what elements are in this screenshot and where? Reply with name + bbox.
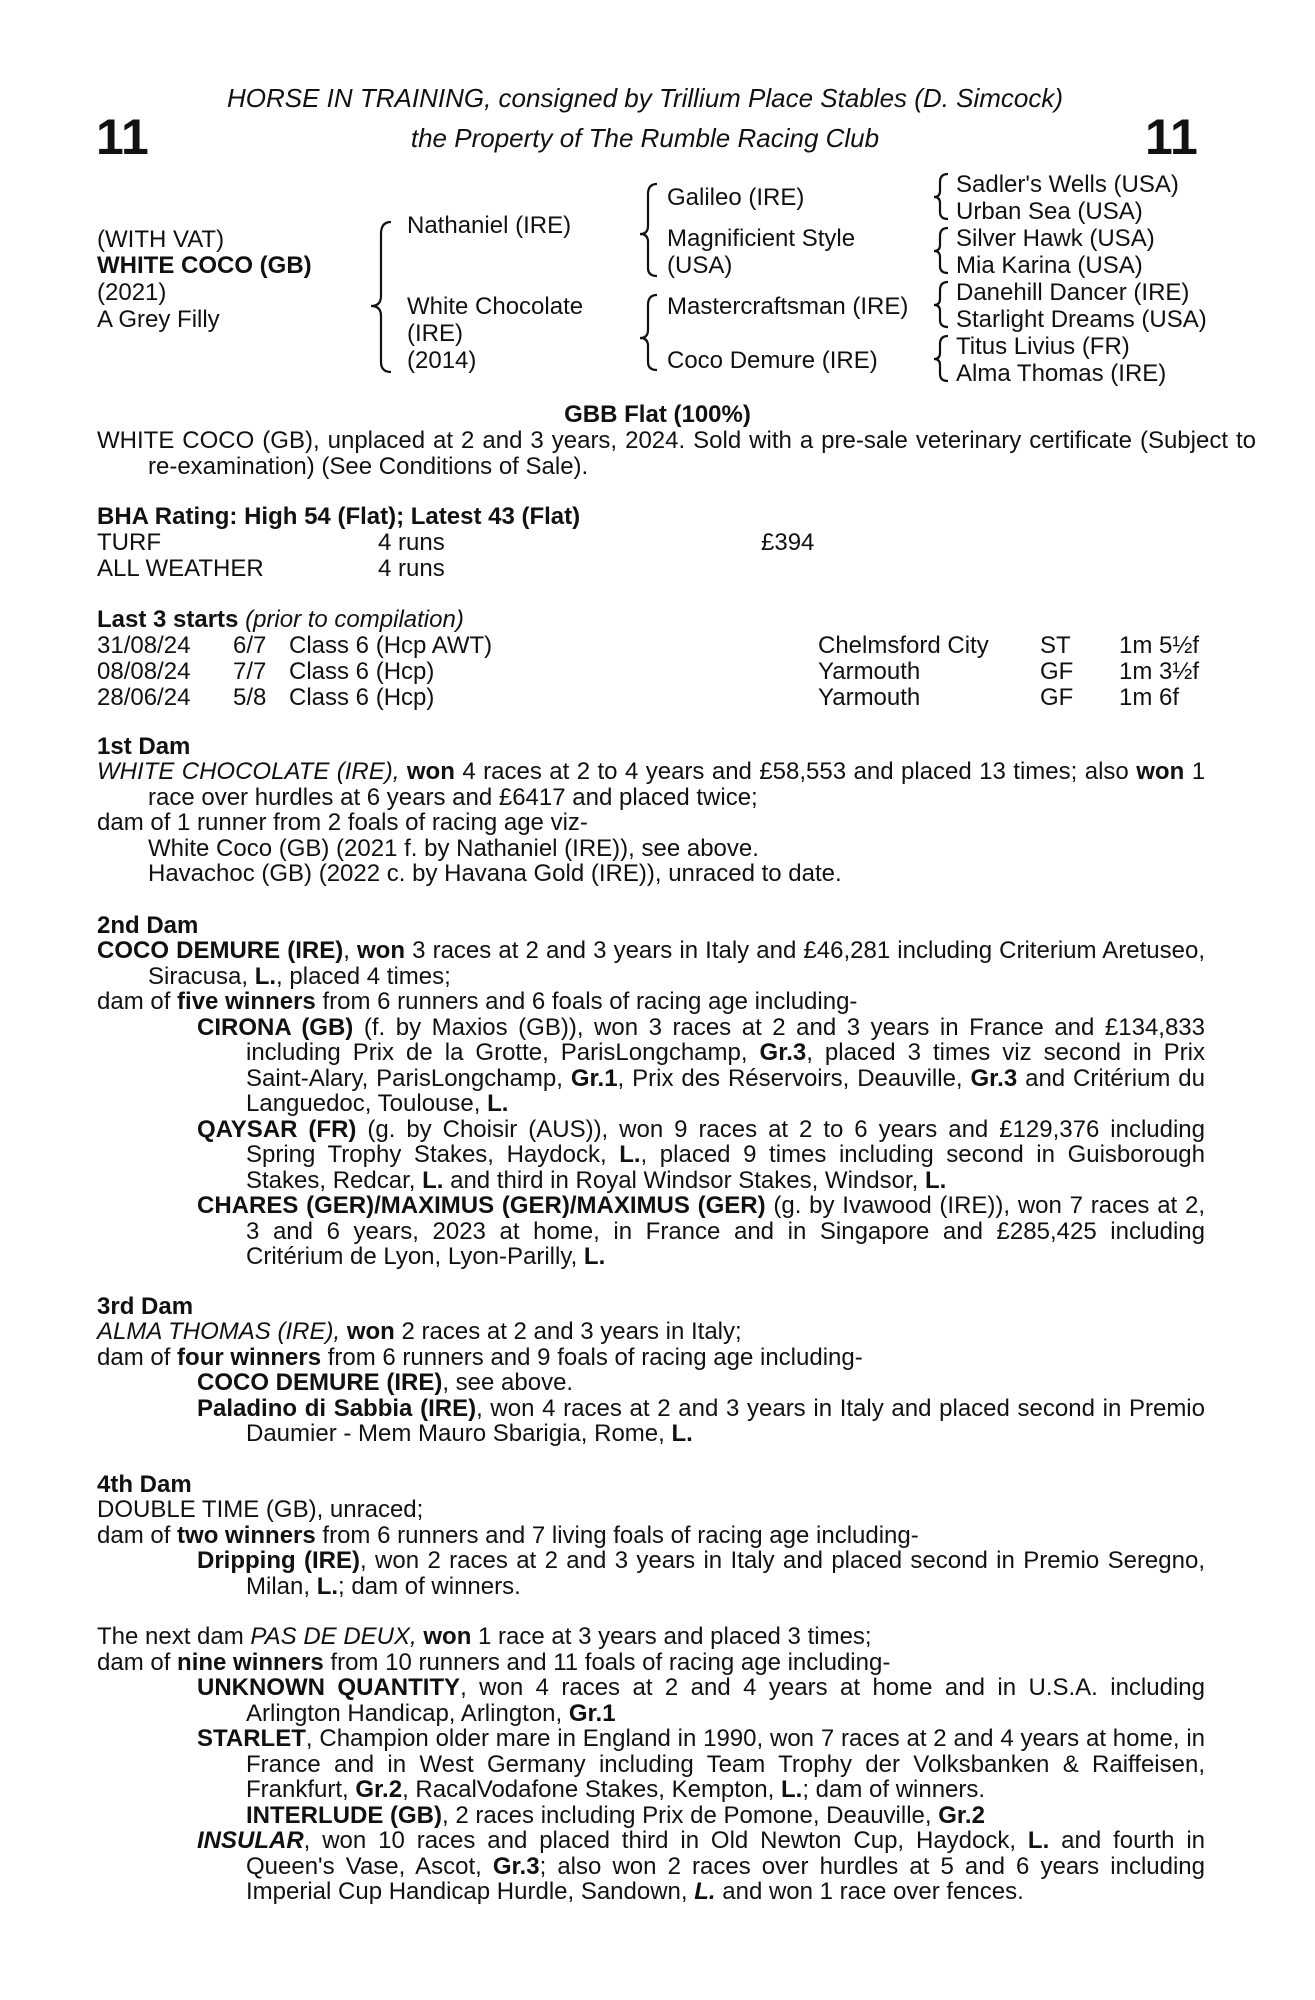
next-dam-record xyxy=(97,1624,1205,1650)
bha-heading: BHA Rating: High 54 (Flat); Latest 43 (Flat) xyxy=(97,503,581,530)
summary-paragraph xyxy=(97,428,1256,479)
fourth-dam-produce-intro xyxy=(97,1523,1205,1549)
winners-count: four winners xyxy=(177,1343,322,1371)
gbb-heading: GBB Flat (100%) xyxy=(564,401,751,428)
grade-mark: L. xyxy=(254,962,277,990)
dam-of-label: dam of xyxy=(97,1648,171,1676)
prize-money: £394 xyxy=(761,529,815,556)
second-dam-heading: 2nd Dam xyxy=(97,912,199,939)
start-date: 28/06/24 xyxy=(97,684,191,711)
entry-text: and won 1 race over fences. xyxy=(722,1878,1024,1905)
grade-mark: L. xyxy=(316,1572,339,1600)
last-starts-heading xyxy=(97,607,464,632)
last-starts-note: (prior to compilation) xyxy=(245,606,464,633)
list-item xyxy=(97,1193,1205,1270)
won-label: won xyxy=(423,1623,472,1650)
third-dam-produce-intro xyxy=(97,1345,1205,1371)
gg-7: Titus Livius (FR) xyxy=(956,333,1130,360)
next-dam-text: 1 race at 3 years and placed 3 times; xyxy=(478,1623,872,1650)
list-item: Havachoc (GB) (2022 c. by Havana Gold (IRE)), unraced to date. xyxy=(148,860,842,887)
grade-mark: Gr.3 xyxy=(492,1852,540,1880)
start-course: Yarmouth xyxy=(818,684,921,711)
grade-mark: L. xyxy=(924,1166,947,1194)
entry-name: COCO DEMURE (IRE) xyxy=(197,1369,443,1396)
entry-name: STARLET xyxy=(197,1725,306,1752)
grade-mark: L. xyxy=(422,1166,444,1194)
sire-dam-line-1: Magnificient Style xyxy=(667,225,856,252)
entry-name: CIRONA (GB) xyxy=(197,1013,354,1041)
start-going: ST xyxy=(1040,632,1071,659)
start-course: Yarmouth xyxy=(818,658,921,685)
first-dam-section xyxy=(97,759,1205,887)
grade-mark: L. xyxy=(487,1090,509,1117)
start-class: Class 6 (Hcp) xyxy=(289,684,435,711)
start-position: 6/7 xyxy=(233,632,267,659)
list-item xyxy=(97,1015,1205,1117)
aw-label: ALL WEATHER xyxy=(97,555,264,582)
dam-sire: Mastercraftsman (IRE) xyxy=(667,293,909,320)
dam-of-label: dam of xyxy=(97,988,171,1015)
grade-mark: Gr.2 xyxy=(938,1801,985,1829)
entry-text: , placed 9 times including second in Guisborough Stakes, Redcar, xyxy=(246,1141,1205,1194)
list-item: White Coco (GB) (2021 f. by Nathaniel (IRE)), see above. xyxy=(148,834,759,862)
turf-label: TURF xyxy=(97,529,161,556)
produce-text: from 10 runners and 11 foals of racing age including- xyxy=(330,1648,891,1676)
list-item xyxy=(97,1548,1205,1599)
second-dam-section xyxy=(97,938,1205,1270)
entry-text: (f. by Maxios (GB)), won 3 races at 2 and 3 years in France and £134,833 including Prix de la Grotte, ParisLongchamp, xyxy=(246,1013,1206,1066)
last-starts-title: Last 3 starts xyxy=(97,606,239,633)
second-dam-record: COCO DEMURE (IRE), won 3 races at 2 and 3 years in Italy and £46,281 including Criterium Aretuseo, Siracusa, L., placed 4 times; xyxy=(97,937,1205,990)
sire-dam-line-2: (USA) xyxy=(667,252,733,279)
dam-line-1: White Chocolate xyxy=(407,293,584,320)
bracket-sire xyxy=(640,184,657,276)
entry-text: and fourth in Queen's Vase, Ascot, xyxy=(246,1827,1205,1880)
entry-text: , Champion older mare in England in 1990, won 7 races at 2 and 4 years at home, in France and in West Germany including Team Trophy der Volksbanken & Raiffeisen, Frankfurt, xyxy=(246,1725,1205,1803)
first-dam-produce-intro: dam of 1 runner from 2 foals of racing age viz- xyxy=(97,809,588,836)
third-dam-text: 2 races at 2 and 3 years in Italy; xyxy=(401,1318,742,1345)
first-dam-record xyxy=(97,759,1205,810)
summary-cont: (Subject to re-examination) (See Conditions of Sale). xyxy=(148,427,1257,480)
start-class: Class 6 (Hcp AWT) xyxy=(289,632,493,659)
first-dam-name: WHITE CHOCOLATE (IRE), xyxy=(97,758,400,785)
entry-text: , RacalVodafone Stakes, Kempton, xyxy=(402,1776,775,1803)
produce-text: from 6 runners and 7 living foals of racing age including- xyxy=(322,1521,919,1549)
entry-text: (g. by Choisir (AUS)), won 9 races at 2 to 6 years and £129,376 including Spring Trophy Stakes, Haydock, xyxy=(246,1115,1205,1168)
dam-dam: Coco Demure (IRE) xyxy=(667,347,878,374)
grade-mark: Gr.1 xyxy=(568,1699,616,1727)
bracket-gg-4 xyxy=(934,336,948,381)
sire: Nathaniel (IRE) xyxy=(407,212,572,239)
first-dam-heading: 1st Dam xyxy=(97,733,191,760)
winners-count: two winners xyxy=(177,1521,316,1549)
third-dam-section xyxy=(97,1319,1205,1447)
bracket-gg-2 xyxy=(934,228,948,273)
gg-8: Alma Thomas (IRE) xyxy=(956,360,1167,387)
fourth-dam-heading: 4th Dam xyxy=(97,1471,192,1498)
dam-of-label: dam of xyxy=(97,1343,171,1371)
grade-mark: Gr.3 xyxy=(970,1064,1018,1092)
turf-runs: 4 runs xyxy=(378,529,445,556)
entry-text: , won 4 races at 2 and 4 years at home and in U.S.A. including Arlington Handicap, Arlington, xyxy=(246,1674,1205,1727)
grade-mark: L. xyxy=(583,1243,606,1270)
list-item xyxy=(97,1828,1205,1905)
next-dam-name: PAS DE DEUX, xyxy=(250,1623,417,1650)
grade-mark: Gr.1 xyxy=(570,1064,618,1092)
entry-text: (g. by Ivawood (IRE)), won 7 races at 2, 3 and 6 years, 2023 at home, in France and in Singapore and £285,425 including Critérium de Lyon, Lyon-Parilly, xyxy=(246,1192,1205,1270)
won-label: won xyxy=(357,937,405,964)
lot-number-right: 11 xyxy=(1145,109,1198,165)
start-date: 08/08/24 xyxy=(97,658,191,685)
entry-text: , won 4 races at 2 and 3 years in Italy and placed second in Premio Daumier - Mem Mauro Sbarigia, Rome, xyxy=(246,1394,1205,1447)
entry-text: ; dam of winners. xyxy=(338,1572,521,1600)
start-distance: 1m 3½f xyxy=(1119,658,1200,685)
property-line: the Property of The Rumble Racing Club xyxy=(410,123,880,153)
entry-text: , placed 3 times viz second in Prix Saint-Alary, ParisLongchamp, xyxy=(246,1039,1205,1092)
won-label: won xyxy=(346,1318,395,1345)
dam-line-2: (IRE) xyxy=(407,320,463,347)
winners-count: nine winners xyxy=(177,1648,324,1676)
bracket-gg-1 xyxy=(934,174,948,219)
bracket-gg-3 xyxy=(934,282,948,327)
entry-name: INTERLUDE (GB) xyxy=(246,1801,442,1829)
vat-note: (WITH VAT) xyxy=(97,226,225,253)
entry-name: QAYSAR (FR) xyxy=(197,1115,357,1143)
fourth-dam-section xyxy=(97,1497,1205,1599)
list-item xyxy=(97,1803,1205,1829)
entry-name: INSULAR xyxy=(197,1827,304,1854)
second-dam-text-end: , placed 4 times; xyxy=(276,962,451,990)
bracket-main xyxy=(371,222,391,372)
list-item xyxy=(97,1370,1205,1396)
entry-text: , see above. xyxy=(442,1369,574,1396)
entry-text: and third in Royal Windsor Stakes, Windsor, xyxy=(450,1166,919,1194)
entry-text: ; also won 2 races over hurdles at 5 and 6 years including Imperial Cup Handicap Hurdle, Sandown, xyxy=(246,1852,1205,1905)
produce-text: from 6 runners and 9 foals of racing age including- xyxy=(327,1343,863,1371)
start-distance: 1m 5½f xyxy=(1119,632,1200,659)
gg-6: Starlight Dreams (USA) xyxy=(956,306,1207,333)
aw-runs: 4 runs xyxy=(378,555,445,582)
horse-year: (2021) xyxy=(97,279,167,306)
gg-5: Danehill Dancer (IRE) xyxy=(956,279,1190,306)
horse-description: A Grey Filly xyxy=(97,306,220,333)
grade-mark: L. xyxy=(1027,1827,1050,1854)
gg-2: Urban Sea (USA) xyxy=(956,198,1143,225)
gg-1: Sadler's Wells (USA) xyxy=(956,171,1179,198)
entry-name: UNKNOWN QUANTITY xyxy=(197,1674,461,1701)
list-item xyxy=(97,1117,1205,1194)
entry-text: , Prix des Réservoirs, Deauville, xyxy=(617,1064,963,1092)
start-going: GF xyxy=(1040,684,1074,711)
grade-mark: Gr.2 xyxy=(355,1776,403,1803)
first-dam-text-2: 1 race over hurdles at 6 years and £6417 and placed twice; xyxy=(148,758,1206,811)
produce-text: from 6 runners and 6 foals of racing age including- xyxy=(322,988,858,1015)
first-dam-text: 4 races at 2 to 4 years and £58,553 and placed 13 times; also xyxy=(462,758,1129,785)
gg-4: Mia Karina (USA) xyxy=(956,252,1143,279)
next-dam-section xyxy=(97,1624,1205,1905)
horse-name: WHITE COCO (GB) xyxy=(97,252,312,279)
grade-mark: L. xyxy=(619,1141,641,1168)
dam-of-label: dam of xyxy=(97,1521,171,1549)
start-position: 7/7 xyxy=(233,658,267,685)
entry-text: , won 2 races at 2 and 3 years in Italy and placed second in Premio Seregno, Milan, xyxy=(246,1547,1205,1600)
won-label: won xyxy=(1136,758,1185,785)
consignment-line: HORSE IN TRAINING, consigned by Trillium Place Stables (D. Simcock) xyxy=(226,83,1064,113)
grade-mark: L. xyxy=(671,1420,693,1447)
start-distance: 1m 6f xyxy=(1119,684,1180,711)
summary-lead: WHITE COCO (GB), unplaced at 2 and 3 years, 2024. Sold with a pre-sale veterinary certificate xyxy=(97,427,1132,454)
start-course: Chelmsford City xyxy=(818,632,989,659)
lot-number-left: 11 xyxy=(96,109,149,165)
start-position: 5/8 xyxy=(233,684,267,711)
second-dam-name: COCO DEMURE (IRE) xyxy=(97,937,344,964)
entry-text: and Critérium du Languedoc, Toulouse, xyxy=(246,1064,1205,1117)
entry-text: , won 10 races and placed third in Old Newton Cup, Haydock, xyxy=(303,1827,1017,1854)
sire-sire: Galileo (IRE) xyxy=(667,184,805,211)
list-item xyxy=(97,1675,1205,1726)
second-dam-produce-intro xyxy=(97,989,1205,1015)
entry-name: Paladino di Sabbia (IRE) xyxy=(197,1394,477,1422)
grade-mark: L. xyxy=(780,1776,803,1803)
next-dam-produce-intro xyxy=(97,1650,1205,1676)
entry-name: Dripping (IRE) xyxy=(197,1547,361,1574)
bracket-dam xyxy=(640,295,657,370)
third-dam-heading: 3rd Dam xyxy=(97,1293,194,1320)
winners-count: five winners xyxy=(177,988,316,1015)
fourth-dam-record: DOUBLE TIME (GB), unraced; xyxy=(97,1496,424,1523)
grade-mark: L. xyxy=(694,1878,716,1905)
second-dam-text: 3 races at 2 and 3 years in Italy and £46,281 including Criterium Aretuseo, Siracusa, xyxy=(148,937,1205,990)
start-class: Class 6 (Hcp) xyxy=(289,658,435,685)
gg-3: Silver Hawk (USA) xyxy=(956,225,1155,252)
next-dam-lead: The next dam xyxy=(97,1623,244,1650)
third-dam-record xyxy=(97,1319,1205,1345)
third-dam-name: ALMA THOMAS (IRE), xyxy=(97,1318,341,1345)
start-going: GF xyxy=(1040,658,1074,685)
list-item xyxy=(97,1396,1205,1447)
entry-text: ; dam of winners. xyxy=(802,1776,986,1803)
won-label: won xyxy=(406,758,455,785)
grade-mark: Gr.3 xyxy=(759,1039,807,1066)
dam-line-3: (2014) xyxy=(407,347,477,374)
start-date: 31/08/24 xyxy=(97,632,191,659)
entry-text: , 2 races including Prix de Pomone, Deauville, xyxy=(441,1801,932,1829)
entry-name: CHARES (GER)/MAXIMUS (GER)/MAXIMUS (GER) xyxy=(197,1192,766,1219)
list-item xyxy=(97,1726,1205,1803)
